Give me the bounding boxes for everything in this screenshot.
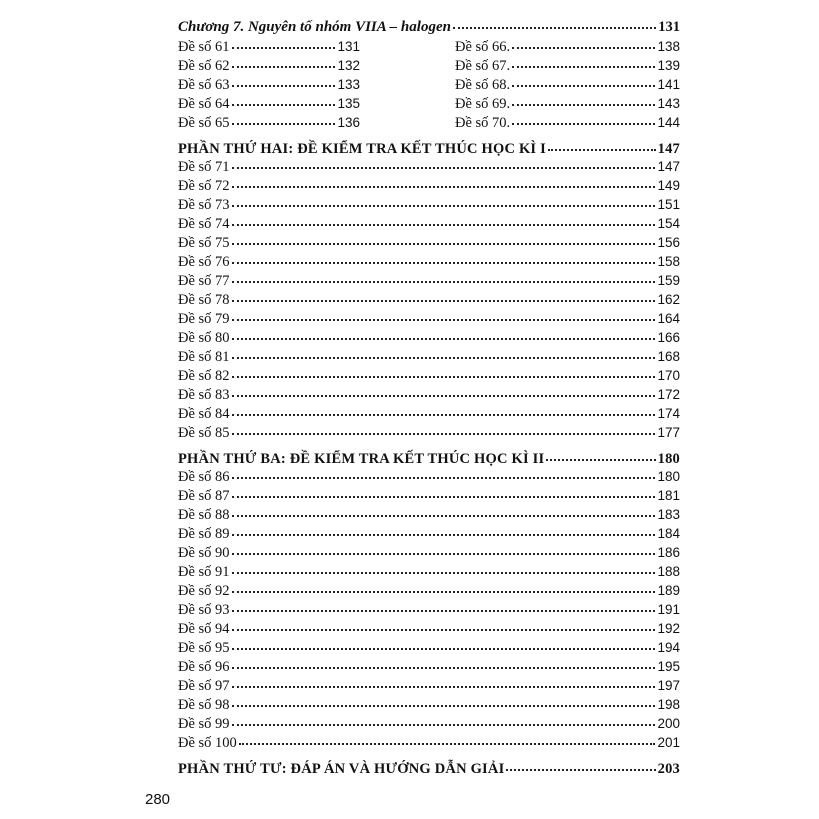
- toc-entry: [178, 544, 680, 562]
- entry-label: Đề số 77: [178, 273, 230, 289]
- entry-page: 180: [657, 451, 680, 467]
- entry-page: 164: [657, 311, 680, 326]
- entry-page: 159: [657, 273, 680, 288]
- entry-page: 195: [657, 659, 680, 674]
- toc-entry: [178, 291, 680, 309]
- dot-leader: [232, 233, 656, 245]
- toc-entry: [178, 310, 680, 328]
- entry-page: 201: [657, 735, 680, 750]
- entry-label: Đề số 82: [178, 368, 230, 384]
- toc-entry: [178, 158, 680, 176]
- toc-entry: [178, 563, 680, 581]
- entry-page: 198: [657, 697, 680, 712]
- entry-page: 131: [658, 19, 680, 35]
- dot-leader: [232, 366, 656, 378]
- entry-page: 143: [657, 96, 680, 111]
- entry-label: Đề số 74: [178, 216, 230, 232]
- toc-entry: [455, 95, 680, 113]
- entry-page: 188: [657, 564, 680, 579]
- toc-entry: [178, 114, 360, 132]
- entry-page: 151: [657, 197, 680, 212]
- toc-entry: [178, 696, 680, 714]
- entry-page: 186: [657, 545, 680, 560]
- entry-page: 183: [657, 507, 680, 522]
- entry-label: Đề số 84: [178, 406, 230, 422]
- dot-leader: [512, 56, 655, 68]
- dot-leader: [232, 638, 656, 650]
- toc-entry: [178, 386, 680, 404]
- dot-leader: [232, 214, 656, 226]
- entry-label: Đề số 75: [178, 235, 230, 251]
- entry-label: PHẦN THỨ TƯ: ĐÁP ÁN VÀ HƯỚNG DẪN GIẢI: [178, 761, 505, 777]
- entry-label: Đề số 91: [178, 564, 230, 580]
- entry-page: 132: [337, 58, 360, 73]
- entry-label: Đề số 68.: [455, 77, 511, 93]
- dot-leader: [232, 581, 656, 593]
- toc-entry: [178, 215, 680, 233]
- entry-label: Chương 7. Nguyên tố nhóm VIIA – halogen: [178, 19, 451, 35]
- toc-entry: [178, 234, 680, 252]
- entry-page: 131: [337, 39, 360, 54]
- dot-leader: [232, 714, 656, 726]
- dot-leader: [512, 75, 655, 87]
- entry-page: 203: [657, 761, 680, 777]
- toc-entry: [178, 506, 680, 524]
- entry-label: Đề số 61: [178, 39, 230, 55]
- entry-page: 172: [657, 387, 680, 402]
- entry-page: 138: [657, 39, 680, 54]
- dot-leader: [232, 328, 656, 340]
- toc-entry: [178, 620, 680, 638]
- entry-label: Đề số 85: [178, 425, 230, 441]
- dot-leader: [232, 252, 656, 264]
- entry-label: Đề số 67.: [455, 58, 511, 74]
- dot-leader: [453, 17, 656, 29]
- toc-entry: [178, 487, 680, 505]
- chapter-7-entry: [178, 18, 680, 36]
- entry-page: 133: [337, 77, 360, 92]
- toc-entry: [178, 639, 680, 657]
- toc-entry: [178, 715, 680, 733]
- entry-label: Đề số 100: [178, 735, 237, 751]
- entry-page: 177: [657, 425, 680, 440]
- entry-page: 147: [657, 141, 680, 157]
- entry-label: Đề số 80: [178, 330, 230, 346]
- entry-page: 170: [657, 368, 680, 383]
- toc-entry: [178, 177, 680, 195]
- entry-page: 141: [657, 77, 680, 92]
- entry-label: Đề số 89: [178, 526, 230, 542]
- entry-label: Đề số 78: [178, 292, 230, 308]
- entry-page: 180: [657, 469, 680, 484]
- dot-leader: [232, 271, 656, 283]
- dot-leader: [232, 543, 656, 555]
- dot-leader: [232, 676, 656, 688]
- entry-label: Đề số 92: [178, 583, 230, 599]
- dot-leader: [512, 113, 655, 125]
- entry-page: 162: [657, 292, 680, 307]
- toc-entry: [178, 196, 680, 214]
- dot-leader: [232, 404, 656, 416]
- toc-entry: [178, 253, 680, 271]
- toc-entry: [178, 677, 680, 695]
- entry-label: Đề số 79: [178, 311, 230, 327]
- entry-label: Đề số 94: [178, 621, 230, 637]
- entry-page: 200: [657, 716, 680, 731]
- dot-leader: [232, 75, 336, 87]
- entry-page: 174: [657, 406, 680, 421]
- entry-label: Đề số 65: [178, 115, 230, 131]
- entry-page: 135: [337, 96, 360, 111]
- entry-page: 197: [657, 678, 680, 693]
- entry-label: Đề số 86: [178, 469, 230, 485]
- dot-leader: [546, 449, 655, 461]
- dot-leader: [232, 385, 656, 397]
- dot-leader: [232, 157, 656, 169]
- toc-entry: [178, 348, 680, 366]
- entry-page: 181: [657, 488, 680, 503]
- entry-page: 154: [657, 216, 680, 231]
- entry-label: Đề số 87: [178, 488, 230, 504]
- dot-leader: [232, 619, 656, 631]
- toc-entry: [455, 76, 680, 94]
- entry-page: 139: [657, 58, 680, 73]
- dot-leader: [232, 467, 656, 479]
- dot-leader: [232, 524, 656, 536]
- dot-leader: [232, 562, 656, 574]
- entry-label: Đề số 95: [178, 640, 230, 656]
- entry-label: Đề số 88: [178, 507, 230, 523]
- dot-leader: [232, 423, 656, 435]
- entry-page: 158: [657, 254, 680, 269]
- part-4-heading: [178, 760, 680, 778]
- dot-leader: [232, 37, 336, 49]
- entry-page: 144: [657, 115, 680, 130]
- entry-label: PHẦN THỨ BA: ĐỀ KIỂM TRA KẾT THÚC HỌC KÌ II: [178, 451, 545, 467]
- toc-entry: [178, 405, 680, 423]
- dot-leader: [548, 139, 656, 151]
- dot-leader: [232, 56, 336, 68]
- page-number: 280: [145, 791, 171, 808]
- entry-label: Đề số 96: [178, 659, 230, 675]
- toc-entry: [178, 468, 680, 486]
- toc-entry: [178, 424, 680, 442]
- entry-page: 136: [337, 115, 360, 130]
- entry-label: Đề số 64: [178, 96, 230, 112]
- entry-label: Đề số 73: [178, 197, 230, 213]
- dot-leader: [512, 94, 655, 106]
- dot-leader: [232, 657, 656, 669]
- dot-leader: [232, 309, 656, 321]
- toc-entry: [178, 601, 680, 619]
- entry-page: 194: [657, 640, 680, 655]
- entry-label: Đề số 70.: [455, 115, 511, 131]
- toc-entry: [178, 734, 680, 752]
- dot-leader: [232, 486, 656, 498]
- entry-label: Đề số 97: [178, 678, 230, 694]
- toc-entry: [178, 658, 680, 676]
- toc-entry: [178, 95, 360, 113]
- entry-label: Đề số 83: [178, 387, 230, 403]
- toc-entry: [178, 272, 680, 290]
- entry-page: 191: [657, 602, 680, 617]
- entry-label: Đề số 99: [178, 716, 230, 732]
- toc-entry: [178, 57, 360, 75]
- entry-label: Đề số 62: [178, 58, 230, 74]
- dot-leader: [239, 733, 656, 745]
- toc-entry: [455, 38, 680, 56]
- entry-label: Đề số 76: [178, 254, 230, 270]
- entry-label: Đề số 66.: [455, 39, 511, 55]
- entry-page: 147: [657, 159, 680, 174]
- dot-leader: [232, 113, 336, 125]
- entry-label: Đề số 98: [178, 697, 230, 713]
- toc-entry: [178, 582, 680, 600]
- dot-leader: [232, 290, 656, 302]
- dot-leader: [506, 759, 655, 771]
- dot-leader: [512, 37, 655, 49]
- entry-label: PHẦN THỨ HAI: ĐỀ KIỂM TRA KẾT THÚC HỌC KÌ I: [178, 141, 546, 157]
- entry-page: 192: [657, 621, 680, 636]
- entry-label: Đề số 93: [178, 602, 230, 618]
- toc-entry: [178, 76, 360, 94]
- entry-page: 149: [657, 178, 680, 193]
- dot-leader: [232, 347, 656, 359]
- dot-leader: [232, 600, 656, 612]
- entry-page: 166: [657, 330, 680, 345]
- entry-page: 189: [657, 583, 680, 598]
- entry-label: Đề số 81: [178, 349, 230, 365]
- toc-entry: [178, 329, 680, 347]
- entry-label: Đề số 71: [178, 159, 230, 175]
- entry-page: 156: [657, 235, 680, 250]
- entry-label: Đề số 63: [178, 77, 230, 93]
- part-3-heading: [178, 450, 680, 468]
- entry-label: Đề số 69.: [455, 96, 511, 112]
- dot-leader: [232, 176, 656, 188]
- entry-label: Đề số 72: [178, 178, 230, 194]
- entry-page: 168: [657, 349, 680, 364]
- dot-leader: [232, 505, 656, 517]
- entry-page: 184: [657, 526, 680, 541]
- dot-leader: [232, 195, 656, 207]
- toc-entry: [178, 367, 680, 385]
- toc-entry: [455, 114, 680, 132]
- toc-entry: [455, 57, 680, 75]
- toc-entry: [178, 525, 680, 543]
- toc-entry: [178, 38, 360, 56]
- part-2-heading: [178, 140, 680, 158]
- entry-label: Đề số 90: [178, 545, 230, 561]
- dot-leader: [232, 695, 656, 707]
- dot-leader: [232, 94, 336, 106]
